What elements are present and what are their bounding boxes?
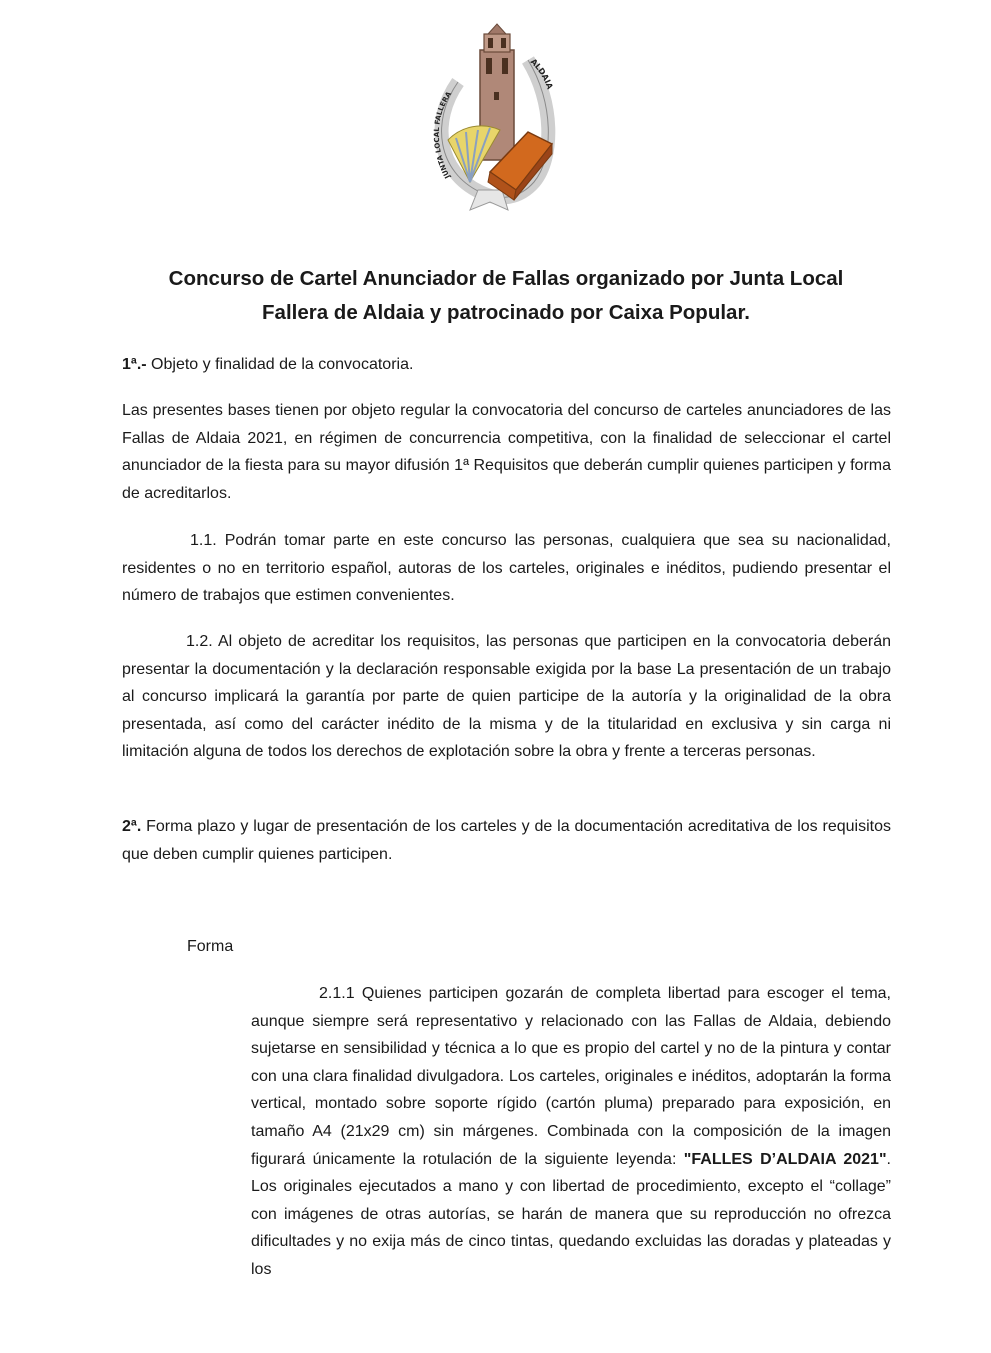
clause-2-1-1-text-b: . Los originales ejecutados a mano y con libertad de procedimiento, excepto el “collage” con imágenes de otras autorías, se harán de manera que su reproducción no ofrezca dificultades y no exija más de cinco tintas, quedando excluidas las doradas y plateadas y los (251, 1150, 891, 1278)
logo-emblem-icon (430, 22, 560, 214)
clause-1-1: 1.1. Podrán tomar parte en este concurso las personas, cualquiera que sea su nacionalidad, residentes o no en territorio español, autoras de los carteles, originales e inéditos, pudiendo presentar el número de trabajos que estimen convenientes. (122, 532, 891, 605)
section-1-heading-text: Objeto y finalidad de la convocatoria. (146, 356, 414, 373)
section-2-number: 2ª. (122, 818, 142, 835)
document-title (120, 262, 892, 330)
clause-2-1-1-text-a: 2.1.1 Quienes participen gozarán de completa libertad para escoger el tema, aunque siempre será representativo y relacionado con las Fallas de Aldaia, debiendo sujetarse en sensibilidad y técnica a lo que es propio del cartel y no de la pintura y contar con una clara finalidad divulgadora. Los carteles, originales e inéditos, adoptarán la forma vertical, montado sobre soporte rígido (cartón pluma) preparado para exposición, en tamaño A4 (21x29 cm) sin márgenes. Combinada con la composición de la imagen figurará únicamente la rotulación de la siguiente leyenda: (251, 985, 891, 1168)
section-1-number: 1ª.- (122, 356, 147, 373)
title-line-1: Concurso de Cartel Anunciador de Fallas organizado por Junta Local (168, 267, 844, 290)
section-1-heading (122, 351, 413, 379)
subheading-forma: Forma (187, 938, 234, 955)
clause-2-1-1-legend: "FALLES D’ALDAIA 2021" (683, 1150, 887, 1168)
section-1-paragraph: Las presentes bases tienen por objeto regular la convocatoria del concurso de carteles anunciadores de las Fallas de Aldaia 2021, en régimen de concurrencia competitiva, con la finalidad de seleccionar el cartel anunciador de la fiesta para su mayor difusión 1ª Requisitos que deberán cumplir quienes participen y forma de acreditarlos. (122, 402, 891, 502)
logo-arc-text-right: ALDAIA (528, 57, 555, 91)
junta-local-fallera-logo (430, 22, 560, 214)
section-2-heading (122, 813, 891, 868)
title-line-2: Fallera de Aldaia y patrocinado por Caixa Popular. (262, 301, 750, 324)
clause-1-2: 1.2. Al objeto de acreditar los requisitos, las personas que participen en la convocatoria deberán presentar la documentación y la declaración responsable exigida por la base La presentación de un trabajo al concurso implicará la garantía por parte de quien participe de la autoría y la originalidad de la obra presentada, así como del carácter inédito de la misma y de la titularidad en exclusiva y sin carga ni limitación alguna de todos los derechos de explotación sobre la obra y frente a terceras personas. (122, 633, 891, 761)
logo-arc-text-left: JUNTA LOCAL FALLERA (432, 90, 454, 180)
clause-2-1-1 (251, 980, 891, 1284)
section-2-heading-text: Forma plazo y lugar de presentación de los carteles y de la documentación acreditativa de los requisitos que deben cumplir quienes participen. (122, 818, 891, 863)
